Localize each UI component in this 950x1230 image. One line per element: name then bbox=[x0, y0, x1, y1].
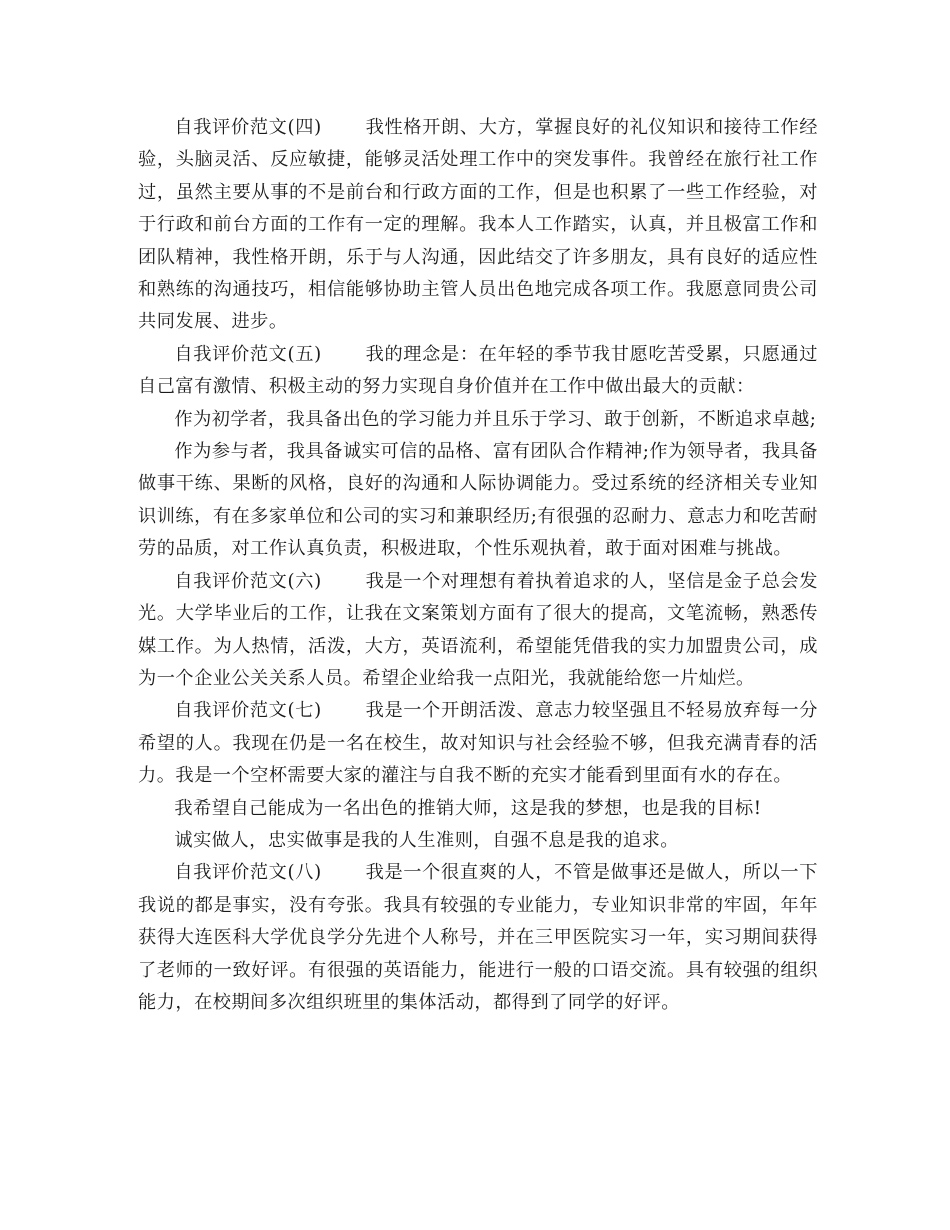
paragraph-text: 我希望自己能成为一名出色的推销大师，这是我的梦想，也是我的目标! bbox=[174, 797, 762, 819]
paragraph-heading: 自我评价范文(八) bbox=[174, 862, 322, 884]
document-body bbox=[138, 112, 818, 1019]
paragraph-heading: 自我评价范文(五) bbox=[174, 343, 322, 365]
paragraph-salesman-goal bbox=[138, 793, 818, 825]
paragraph-sample-6 bbox=[138, 566, 818, 696]
paragraph-text: 我的理念是：在年轻的季节我甘愿吃苦受累，只愿通过自己富有激情、积极主动的努力实现自身价值并在工作中做出最大的贡献： bbox=[138, 343, 818, 398]
paragraph-sample-7 bbox=[138, 695, 818, 792]
paragraph-text: 我性格开朗、大方，掌握良好的礼仪知识和接待工作经验，头脑灵活、反应敏捷，能够灵活处理工作中的突发事件。我曾经在旅行社工作过，虽然主要从事的不是前台和行政方面的工作，但是也积累了一些工作经验，对于行政和前台方面的工作有一定的理解。我本人工作踏实，认真，并且极富工作和团队精神，我性格开朗，乐于与人沟通，因此结交了许多朋友，具有良好的适应性和熟练的沟通技巧，相信能够协助主管人员出色地完成各项工作。我愿意同贵公司共同发展、进步。 bbox=[138, 117, 818, 333]
paragraph-heading: 自我评价范文(四) bbox=[174, 117, 322, 138]
paragraph-heading: 自我评价范文(六) bbox=[174, 570, 322, 592]
paragraph-sample-8 bbox=[138, 857, 818, 1019]
paragraph-text: 诚实做人，忠实做事是我的人生准则，自强不息是我的追求。 bbox=[174, 829, 679, 851]
paragraph-heading: 自我评价范文(七) bbox=[174, 700, 322, 722]
paragraph-text: 我是一个开朗活泼、意志力较坚强且不轻易放弃每一分希望的人。我现在仍是一名在校生，故对知识与社会经验不够，但我充满青春的活力。我是一个空杯需要大家的灌注与自我不断的充实才能看到里面有水的存在。 bbox=[138, 700, 818, 787]
paragraph-beginner bbox=[138, 404, 818, 436]
paragraph-text: 作为初学者，我具备出色的学习能力并且乐于学习、敢于创新，不断追求卓越; bbox=[174, 408, 817, 430]
paragraph-life-motto bbox=[138, 825, 818, 857]
paragraph-participant bbox=[138, 436, 818, 566]
paragraph-text: 作为参与者，我具备诚实可信的品格、富有团队合作精神;作为领导者，我具备做事干练、果断的风格，良好的沟通和人际协调能力。受过系统的经济相关专业知识训练，有在多家单位和公司的实习和兼职经历;有很强的忍耐力、意志力和吃苦耐劳的品质，对工作认真负责，积极进取，个性乐观执着，敢于面对困难与挑战。 bbox=[138, 441, 818, 560]
paragraph-text: 我是一个很直爽的人，不管是做事还是做人，所以一下我说的都是事实，没有夸张。我具有较强的专业能力，专业知识非常的牢固，年年获得大连医科大学优良学分先进个人称号，并在三甲医院实习一年，实习期间获得了老师的一致好评。有很强的英语能力，能进行一般的口语交流。具有较强的组织能力，在校期间多次组织班里的集体活动，都得到了同学的好评。 bbox=[138, 862, 818, 1013]
paragraph-sample-5 bbox=[138, 339, 818, 404]
paragraph-sample-4 bbox=[138, 112, 818, 339]
paragraph-text: 我是一个对理想有着执着追求的人，坚信是金子总会发光。大学毕业后的工作，让我在文案策划方面有了很大的提高，文笔流畅，熟悉传媒工作。为人热情，活泼，大方，英语流利，希望能凭借我的实力加盟贵公司，成为一个企业公关关系人员。希望企业给我一点阳光，我就能给您一片灿烂。 bbox=[138, 570, 818, 689]
